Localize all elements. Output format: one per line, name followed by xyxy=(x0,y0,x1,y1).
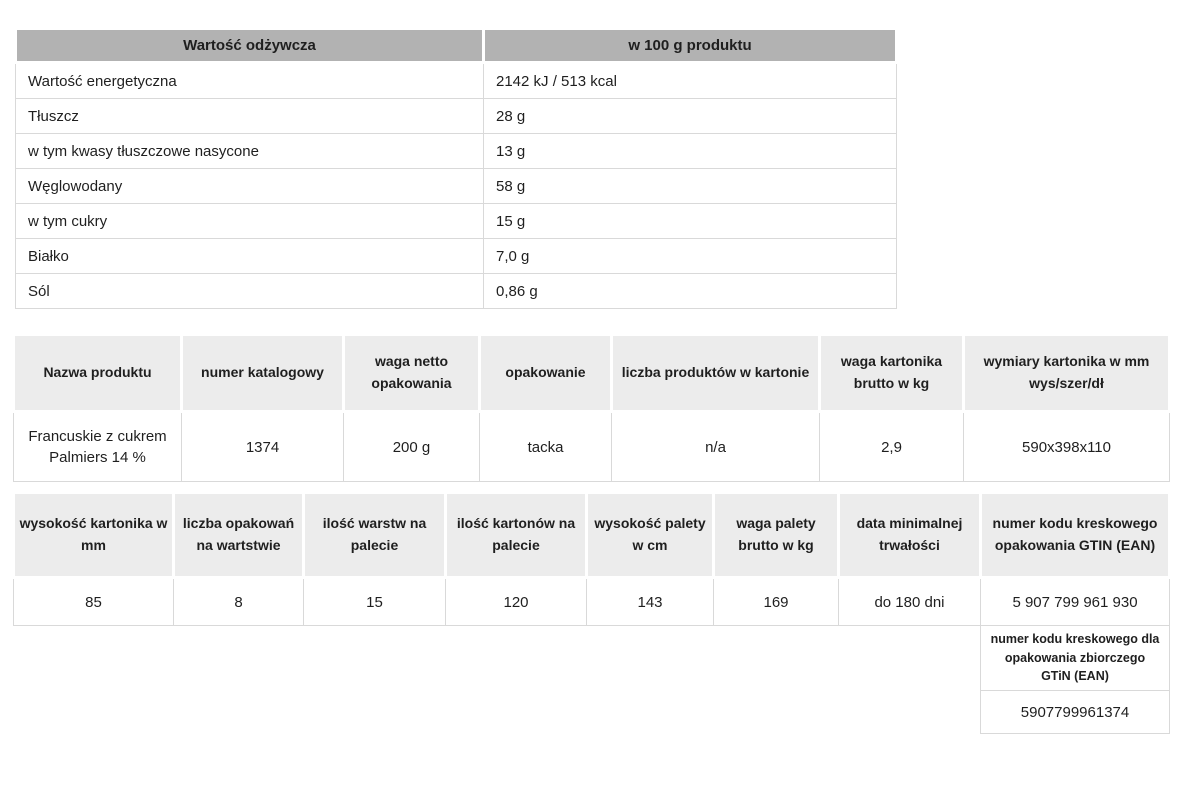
nutrition-row-label: Wartość energetyczna xyxy=(16,63,484,99)
nutrition-row-value: 13 g xyxy=(484,134,897,169)
cell-product-name: Francuskie z cukrem Palmiers 14 % xyxy=(14,412,182,482)
col-header: waga kartonika brutto w kg xyxy=(820,335,964,412)
col-header: liczba opakowań na wartstwie xyxy=(174,493,304,578)
product-header-row xyxy=(14,335,1170,412)
cell-pallet-gross-weight: 169 xyxy=(714,578,839,626)
spacer-cell xyxy=(14,691,981,734)
nutrition-row-value: 0,86 g xyxy=(484,274,897,309)
spacer-cell xyxy=(14,626,981,691)
col-header: ilość kartonów na palecie xyxy=(446,493,587,578)
cell-packaging: tacka xyxy=(480,412,612,482)
cell-products-per-carton: n/a xyxy=(612,412,820,482)
col-header: Nazwa produktu xyxy=(14,335,182,412)
table-row xyxy=(16,99,897,134)
nutrition-header-value: w 100 g produktu xyxy=(484,29,897,63)
col-header: wymiary kartonika w mm wys/szer/dł xyxy=(964,335,1170,412)
col-header: numer katalogowy xyxy=(182,335,344,412)
product-info-table xyxy=(12,333,1171,482)
nutrition-row-value: 2142 kJ / 513 kcal xyxy=(484,63,897,99)
collective-barcode-value-row xyxy=(14,691,1170,734)
nutrition-row-value: 15 g xyxy=(484,204,897,239)
cell-carton-height: 85 xyxy=(14,578,174,626)
cell-catalog-number: 1374 xyxy=(182,412,344,482)
nutrition-row-label: w tym kwasy tłuszczowe nasycone xyxy=(16,134,484,169)
collective-gtin-header: numer kodu kreskowego dla opakowania zbiorczego GTiN (EAN) xyxy=(981,626,1170,691)
table-row xyxy=(16,63,897,99)
table-row xyxy=(14,578,1170,626)
cell-shelf-life: do 180 dni xyxy=(839,578,981,626)
nutrition-row-label: w tym cukry xyxy=(16,204,484,239)
nutrition-row-value: 28 g xyxy=(484,99,897,134)
col-header: data minimalnej trwałości xyxy=(839,493,981,578)
cell-gtin-ean: 5 907 799 961 930 xyxy=(981,578,1170,626)
col-header: wysokość palety w cm xyxy=(587,493,714,578)
nutrition-row-label: Tłuszcz xyxy=(16,99,484,134)
table-row xyxy=(16,274,897,309)
nutrition-row-label: Białko xyxy=(16,239,484,274)
nutrition-row-value: 58 g xyxy=(484,169,897,204)
table-row xyxy=(16,204,897,239)
collective-gtin-value: 5907799961374 xyxy=(981,691,1170,734)
cell-pallet-height: 143 xyxy=(587,578,714,626)
table-row xyxy=(16,169,897,204)
cell-net-weight: 200 g xyxy=(344,412,480,482)
logistics-table xyxy=(12,491,1171,734)
col-header: numer kodu kreskowego opakowania GTIN (EAN) xyxy=(981,493,1170,578)
nutrition-row-value: 7,0 g xyxy=(484,239,897,274)
cell-cartons-per-pallet: 120 xyxy=(446,578,587,626)
nutrition-row-label: Sól xyxy=(16,274,484,309)
col-header: waga palety brutto w kg xyxy=(714,493,839,578)
nutrition-header-label: Wartość odżywcza xyxy=(16,29,484,63)
cell-carton-dimensions: 590x398x110 xyxy=(964,412,1170,482)
nutrition-table xyxy=(14,27,898,309)
col-header: ilość warstw na palecie xyxy=(304,493,446,578)
nutrition-header-row xyxy=(16,29,897,63)
table-row xyxy=(16,134,897,169)
col-header: opakowanie xyxy=(480,335,612,412)
cell-layers-per-pallet: 15 xyxy=(304,578,446,626)
table-row xyxy=(16,239,897,274)
col-header: liczba produktów w kartonie xyxy=(612,335,820,412)
table-row xyxy=(14,412,1170,482)
collective-barcode-header-row xyxy=(14,626,1170,691)
nutrition-row-label: Węglowodany xyxy=(16,169,484,204)
logistics-header-row xyxy=(14,493,1170,578)
col-header: waga netto opakowania xyxy=(344,335,480,412)
cell-packs-per-layer: 8 xyxy=(174,578,304,626)
col-header: wysokość kartonika w mm xyxy=(14,493,174,578)
cell-carton-gross-weight: 2,9 xyxy=(820,412,964,482)
